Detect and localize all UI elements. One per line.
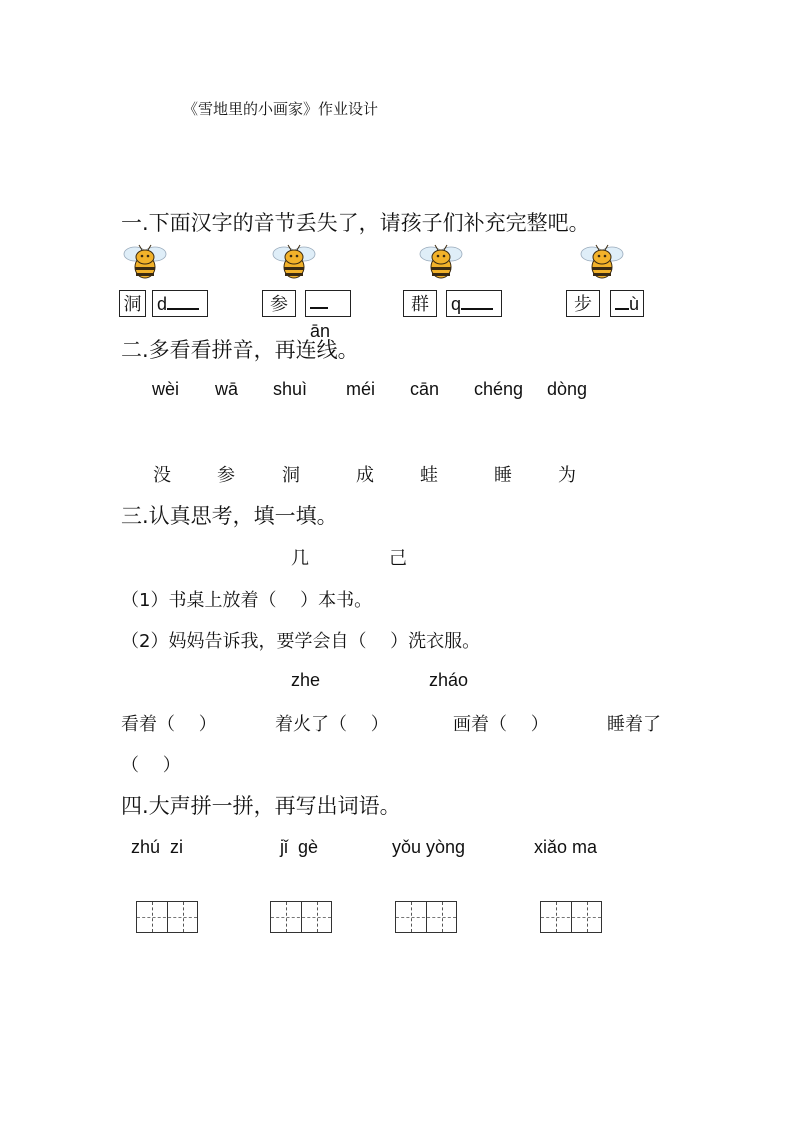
char-box: 群: [403, 290, 437, 317]
pinyin-blank[interactable]: [305, 290, 351, 341]
pinyin-word[interactable]: méi: [346, 379, 376, 399]
hanzi-char[interactable]: 为: [558, 465, 576, 486]
pinyin-word: yǒu yòng: [392, 837, 466, 857]
pinyin-prefix: q: [451, 294, 462, 314]
question-1[interactable]: （1）书桌上放着（ ）本书。: [121, 590, 373, 611]
fill-line: [461, 292, 493, 310]
pinyin-prefix: d: [157, 294, 168, 314]
fill-line: [310, 291, 328, 309]
pinyin-word[interactable]: wā: [215, 379, 239, 399]
pinyin-word[interactable]: wèi: [152, 379, 180, 399]
pinyin-word: xiǎo ma: [534, 837, 598, 857]
writing-grid[interactable]: [540, 901, 602, 933]
char-box: 参: [262, 290, 296, 317]
word-fill[interactable]: 看着（ ）: [121, 714, 217, 735]
writing-grid[interactable]: [136, 901, 198, 933]
option-char: 己: [389, 548, 407, 569]
reading-label: zhe: [291, 670, 321, 690]
section-2-heading: 二.多看看拼音，再连线。: [121, 338, 359, 362]
pinyin-blank[interactable]: [610, 290, 644, 317]
char-box: 洞: [119, 290, 146, 317]
pinyin-word[interactable]: dòng: [547, 379, 588, 399]
document-title: 《雪地里的小画家》作业设计: [183, 100, 379, 118]
pinyin-suffix: ān: [310, 321, 331, 341]
pinyin-blank[interactable]: [152, 290, 208, 317]
pinyin-suffix: ù: [629, 294, 640, 314]
hanzi-char[interactable]: 没: [153, 465, 171, 486]
question-2[interactable]: （2）妈妈告诉我，要学会自（ ）洗衣服。: [121, 631, 481, 652]
section-1-heading: 一.下面汉字的音节丢失了，请孩子们补充完整吧。: [121, 211, 590, 235]
section-4-heading: 四.大声拼一拼，再写出词语。: [121, 794, 401, 818]
word-fill[interactable]: 睡着了: [607, 714, 661, 735]
char-box: 步: [566, 290, 600, 317]
hanzi-char[interactable]: 参: [217, 465, 235, 486]
fill-line: [167, 292, 199, 310]
bee-icon: [417, 244, 465, 280]
hanzi-char[interactable]: 蛙: [420, 465, 438, 486]
pinyin-word[interactable]: cān: [410, 379, 440, 399]
word-fill-wrap[interactable]: （ ）: [121, 755, 181, 776]
bee-icon: [121, 244, 169, 280]
hanzi-char[interactable]: 洞: [282, 465, 300, 486]
pinyin-word[interactable]: chéng: [474, 379, 524, 399]
pinyin-blank[interactable]: [446, 290, 502, 317]
section-3-heading: 三.认真思考，填一填。: [121, 504, 338, 528]
option-char: 几: [291, 548, 309, 569]
pinyin-word: jǐ gè: [280, 837, 319, 857]
fill-line: [615, 292, 629, 310]
writing-grid[interactable]: [270, 901, 332, 933]
writing-grid[interactable]: [395, 901, 457, 933]
bee-icon: [578, 244, 626, 280]
hanzi-char[interactable]: 成: [356, 465, 374, 486]
pinyin-word[interactable]: shuì: [273, 379, 308, 399]
bee-icon: [270, 244, 318, 280]
pinyin-word: zhú zi: [131, 837, 184, 857]
reading-label: zháo: [429, 670, 469, 690]
word-fill[interactable]: 着火了（ ）: [275, 714, 389, 735]
hanzi-char[interactable]: 睡: [494, 465, 512, 486]
word-fill[interactable]: 画着（ ）: [453, 714, 549, 735]
